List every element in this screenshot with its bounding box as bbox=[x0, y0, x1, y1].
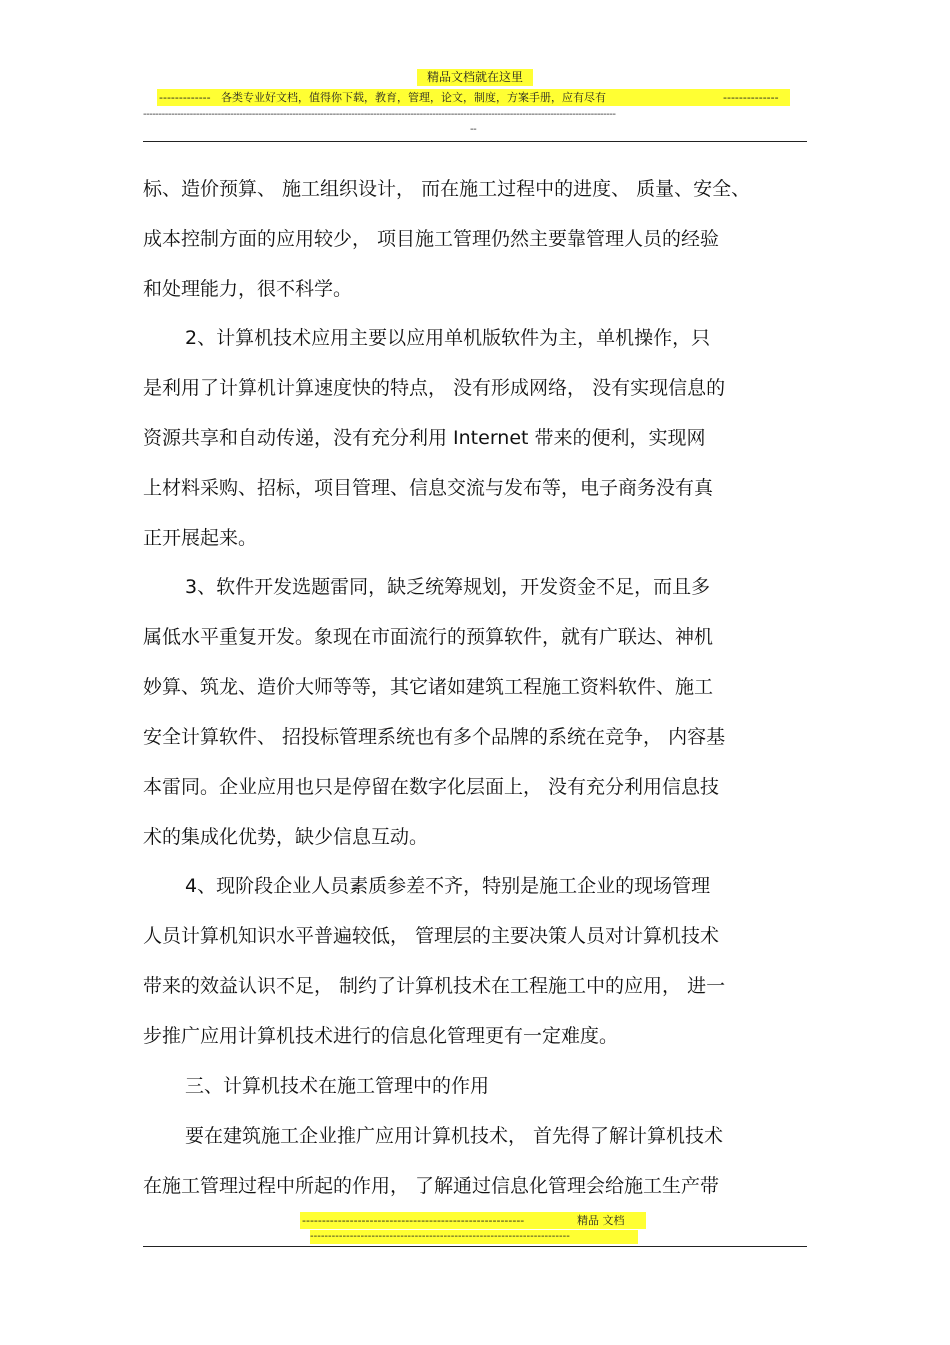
body-line: 标、造价预算、 施工组织设计， 而在施工过程中的进度、 质量、安全、 bbox=[143, 178, 751, 200]
body-line: 3、软件开发选题雷同，缺乏统筹规划，开发资金不足，而且多 bbox=[185, 576, 711, 598]
body-line: 步推广应用计算机技术进行的信息化管理更有一定难度。 bbox=[143, 1025, 619, 1047]
header-right-dashes: -------------- bbox=[723, 91, 779, 104]
header-dash-tail: -- bbox=[470, 124, 477, 135]
footer-label-bar bbox=[300, 1212, 646, 1229]
header-title: 精品文档就在这里 bbox=[417, 69, 533, 86]
body-line: 妙算、筑龙、造价大师等等，其它诸如建筑工程施工资料软件、施工 bbox=[143, 676, 714, 698]
body-line: 和处理能力，很不科学。 bbox=[143, 278, 353, 300]
body-line: 2、计算机技术应用主要以应用单机版软件为主，单机操作，只 bbox=[185, 327, 711, 349]
body-line: 4、现阶段企业人员素质参差不齐，特别是施工企业的现场管理 bbox=[185, 875, 711, 897]
body-line: 人员计算机知识水平普遍较低， 管理层的主要决策人员对计算机技术 bbox=[143, 925, 720, 947]
body-line: 是利用了计算机计算速度快的特点， 没有形成网络， 没有实现信息的 bbox=[143, 377, 726, 399]
section-heading: 三、计算机技术在施工管理中的作用 bbox=[185, 1075, 490, 1097]
footer-rule bbox=[143, 1246, 807, 1247]
body-line: 术的集成化优势，缺少信息互动。 bbox=[143, 826, 429, 848]
footer-label: 精品 文档 bbox=[577, 1214, 625, 1227]
body-line: 资源共享和自动传递，没有充分利用 Internet 带来的便利，实现网 bbox=[143, 427, 706, 449]
body-line: 本雷同。企业应用也只是停留在数字化层面上， 没有充分利用信息技 bbox=[143, 776, 720, 798]
body-line: 上材料采购、招标，项目管理、信息交流与发布等，电子商务没有真 bbox=[143, 477, 714, 499]
footer-dashes: -------------------------------------------------------- bbox=[302, 1214, 525, 1227]
header-left-dashes: ------------- bbox=[159, 91, 211, 104]
header-tagline-bar bbox=[157, 89, 790, 106]
header-dash-rule: -------------------------------------------------------------------------------------------------------------------------------------------------------- bbox=[143, 109, 616, 120]
body-line: 正开展起来。 bbox=[143, 527, 258, 549]
footer-dash-bar: ------------------------------------------------------------------------ bbox=[310, 1230, 638, 1244]
body-line: 属低水平重复开发。象现在市面流行的预算软件，就有广联达、神机 bbox=[143, 626, 714, 648]
body-line: 成本控制方面的应用较少， 项目施工管理仍然主要靠管理人员的经验 bbox=[143, 228, 720, 250]
body-line: 带来的效益认识不足， 制约了计算机技术在工程施工中的应用， 进一 bbox=[143, 975, 726, 997]
header-rule bbox=[143, 141, 807, 142]
body-line: 安全计算软件、 招投标管理系统也有多个品牌的系统在竞争， 内容基 bbox=[143, 726, 726, 748]
body-line: 要在建筑施工企业推广应用计算机技术， 首先得了解计算机技术 bbox=[185, 1125, 724, 1147]
header-tagline: 各类专业好文档，值得你下载，教育，管理，论文，制度，方案手册，应有尽有 bbox=[221, 91, 606, 104]
body-line: 在施工管理过程中所起的作用， 了解通过信息化管理会给施工生产带 bbox=[143, 1175, 720, 1197]
